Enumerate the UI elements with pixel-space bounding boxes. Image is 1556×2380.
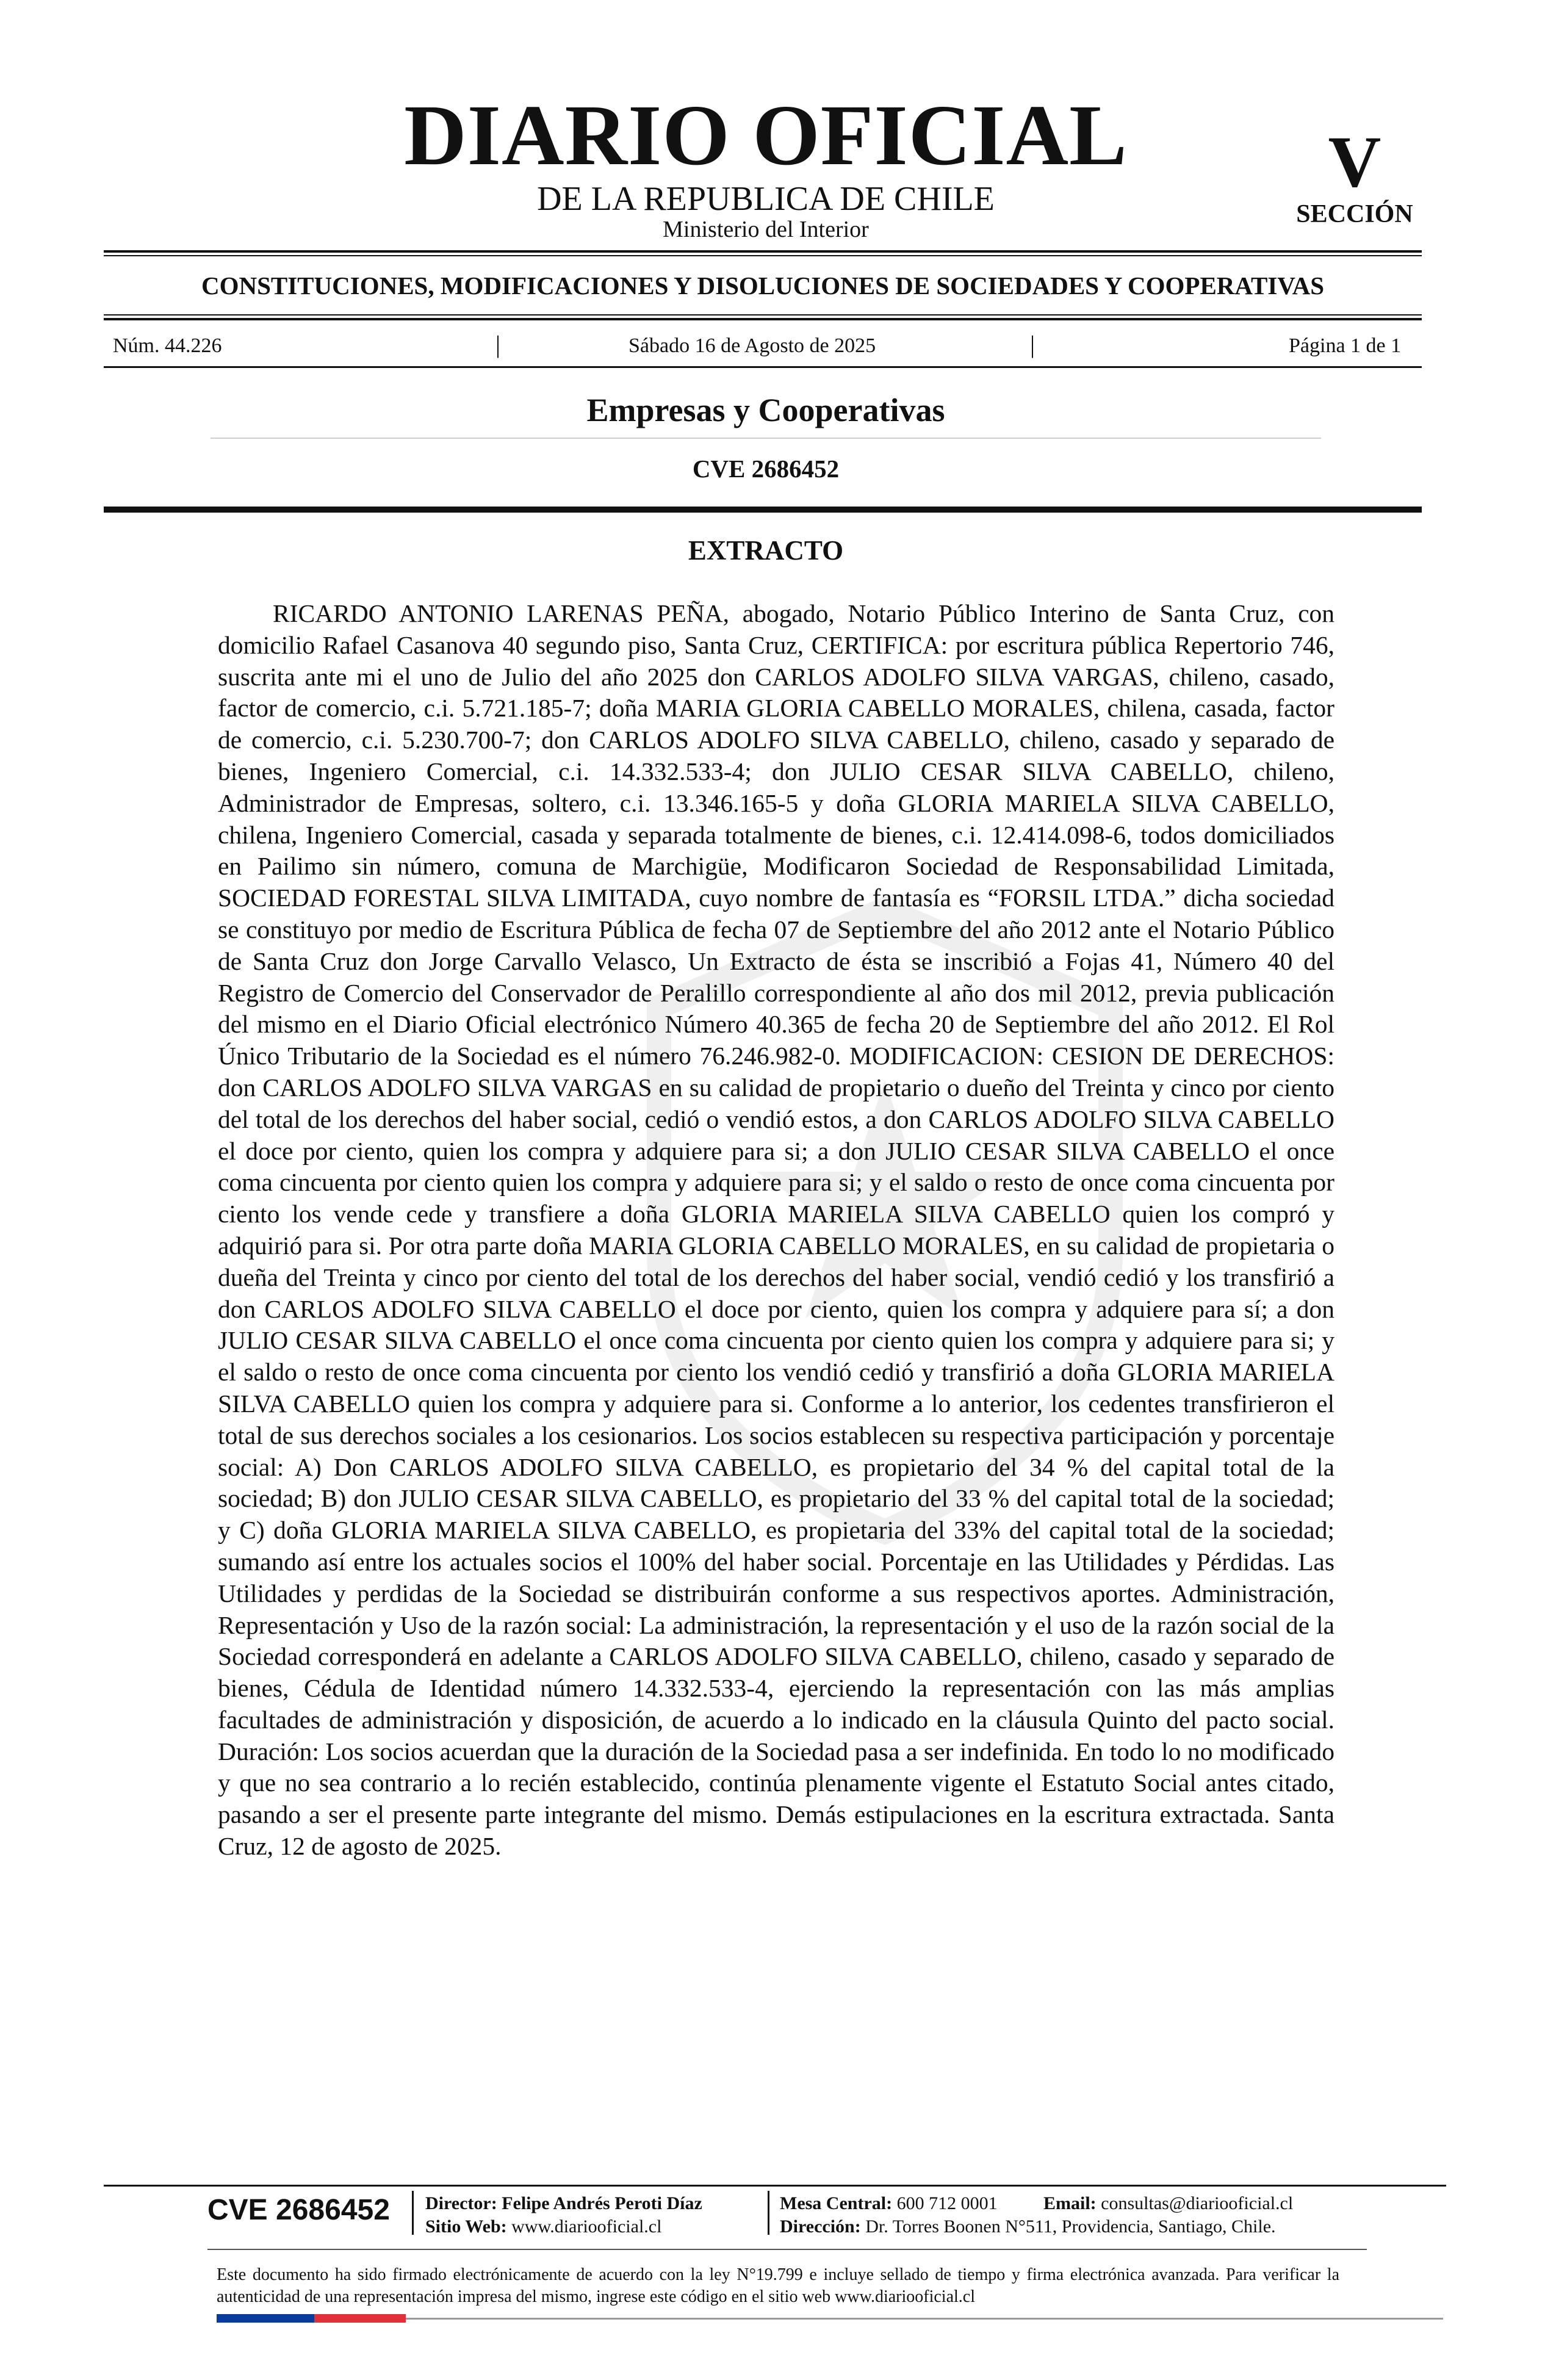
header-rule-mid: [104, 318, 1422, 320]
section-category: CONSTITUCIONES, MODIFICACIONES Y DISOLUCIONES DE SOCIEDADES Y COOPERATIVAS: [201, 272, 1325, 300]
footer-website: [425, 2215, 661, 2238]
footer-rule: [104, 2185, 1446, 2187]
director-label: Director:: [425, 2193, 497, 2213]
phone-label: Mesa Central:: [780, 2193, 893, 2213]
email-label: Email:: [1043, 2193, 1097, 2213]
ministry-label: Ministerio del Interior: [663, 217, 869, 242]
footer-phone: [780, 2192, 998, 2215]
website-link[interactable]: www.diariooficial.cl: [511, 2216, 662, 2237]
footer-divider: [768, 2191, 769, 2235]
section-name: Empresas y Cooperativas: [586, 392, 945, 428]
meta-separator: |: [495, 331, 501, 358]
footer-divider: [412, 2191, 414, 2235]
issue-date: Sábado 16 de Agosto de 2025: [629, 334, 876, 357]
flag-stripe-blue: [217, 2314, 314, 2323]
header-rule-top: [104, 250, 1422, 253]
newspaper-title: DIARIO OFICIAL: [404, 87, 1128, 183]
legal-notice: Este documento ha sido firmado electrónicamente de acuerdo con la ley N°19.799 e incluye sellado de tiempo y firma electrónica avanzada. Para verificar la autenticidad de una representación impresa del mismo, ingrese este código en el sitio web www.diariooficial.cl: [217, 2265, 1339, 2306]
meta-separator: |: [1030, 331, 1036, 358]
website-label: Sitio Web:: [425, 2216, 507, 2237]
newspaper-subtitle: DE LA REPUBLICA DE CHILE: [537, 180, 995, 218]
flag-stripe-red: [314, 2314, 406, 2323]
flag-stripe-line: [406, 2318, 1443, 2320]
page-indicator: Página 1 de 1: [1289, 334, 1402, 357]
header-rule-top-thin: [104, 255, 1422, 256]
footer-director: [425, 2192, 702, 2215]
footer-cve-code: CVE 2686452: [207, 2194, 390, 2226]
section-word: SECCIÓN: [1296, 200, 1413, 228]
address-value: Dr. Torres Boonen N°511, Providencia, Santiago, Chile.: [865, 2216, 1276, 2237]
issue-number: Núm. 44.226: [113, 334, 222, 357]
section-letter: V: [1328, 121, 1381, 202]
director-name: Felipe Andrés Peroti Díaz: [502, 2193, 702, 2213]
meta-rule: [104, 366, 1422, 368]
cve-code: CVE 2686452: [692, 455, 840, 483]
footer-address: [780, 2215, 1276, 2238]
header-rule-mid-thin: [104, 314, 1422, 316]
address-label: Dirección:: [780, 2216, 861, 2237]
phone-number: 600 712 0001: [896, 2193, 998, 2213]
extract-body: RICARDO ANTONIO LARENAS PEÑA, abogado, Notario Público Interino de Santa Cruz, con domicilio Rafael Casanova 40 segundo piso, Santa Cruz, CERTIFICA: por escritura pública Repertorio 746, suscrita ante mi el uno de Julio del año 2025 don CARLOS ADOLFO SILVA VARGAS, chileno, casado, factor de comercio, c.i. 5.721.185-7; doña MARIA GLORIA CABELLO MORALES, chilena, casada, factor de comercio, c.i. 5.230.700-7; don CARLOS ADOLFO SILVA CABELLO, chileno, casado y separado de bienes, Ingeniero Comercial, c.i. 14.332.533-4; don JULIO CESAR SILVA CABELLO, chileno, Administrador de Empresas, soltero, c.i. 13.346.165-5 y doña GLORIA MARIELA SILVA CABELLO, chilena, Ingeniero Comercial, casada y separada totalmente de bienes, c.i. 12.414.098-6, todos domiciliados en Pailimo sin número, comuna de Marchigüe, Modificaron Sociedad de Responsabilidad Limitada, SOCIEDAD FORESTAL SILVA LIMITADA, cuyo nombre de fantasía es “FORSIL LTDA.” dicha sociedad se constituyo por medio de Escritura Pública de fecha 07 de Septiembre del año 2012 ante el Notario Público de Santa Cruz don Jorge Carvallo Velasco, Un Extracto de ésta se inscribió a Fojas 41, Número 40 del Registro de Comercio del Conservador de Peralillo correspondiente al año dos mil 2012, previa publicación del mismo en el Diario Oficial electrónico Número 40.365 de fecha 20 de Septiembre del año 2012. El Rol Único Tributario de la Sociedad es el número 76.246.982-0. MODIFICACION: CESION DE DERECHOS: don CARLOS ADOLFO SILVA VARGAS en su calidad de propietario o dueño del Treinta y cinco por ciento del total de los derechos del haber social, cedió o vendió estos, a don CARLOS ADOLFO SILVA CABELLO el doce por ciento, quien los compra y adquiere para si; a don JULIO CESAR SILVA CABELLO el once coma cincuenta por ciento quien los compra y adquiere para si; y el saldo o resto de once coma cincuenta por ciento los vende cede y transfiere a doña GLORIA MARIELA SILVA CABELLO quien los compró y adquirió para si. Por otra parte doña MARIA GLORIA CABELLO MORALES, en su calidad de propietaria o dueña del Treinta y cinco por ciento del total de los derechos del haber social, vendió cedió y los transfirió a don CARLOS ADOLFO SILVA CABELLO el doce por ciento, quien los compra y adquiere para sí; a don JULIO CESAR SILVA CABELLO el once coma cincuenta por ciento quien los compra y adquiere para si; y el saldo o resto de once coma cincuenta por ciento los vendió cedió y transfirió a doña GLORIA MARIELA SILVA CABELLO quien los compra y adquiere para si. Conforme a lo anterior, los cedentes transfirieron el total de sus derechos sociales a los cesionarios. Los socios establecen su respectiva participación y porcentaje social: A) Don CARLOS ADOLFO SILVA CABELLO, es propietario del 34 % del capital total de la sociedad; B) don JULIO CESAR SILVA CABELLO, es propietario del 33 % del capital total de la sociedad; y C) doña GLORIA MARIELA SILVA CABELLO, es propietaria del 33% del capital total de la sociedad; sumando así entre los actuales socios el 100% del haber social. Porcentaje en las Utilidades y Pérdidas. Las Utilidades y perdidas de la Sociedad se distribuirán conforme a sus respectivos aportes. Administración, Representación y Uso de la razón social: La administración, la representación y el uso de la razón social de la Sociedad corresponderá en adelante a CARLOS ADOLFO SILVA CABELLO, chileno, casado y separado de bienes, Cédula de Identidad número 14.332.533-4, ejerciendo la representación con las más amplias facultades de administración y disposición, de acuerdo a lo indicado en la cláusula Quinto del pacto social. Duración: Los socios acuerdan que la duración de la Sociedad pasa a ser indefinida. En todo lo no modificado y que no sea contrario a lo recién establecido, continúa plenamente vigente el Estatuto Social antes citado, pasando a ser el presente parte integrante del mismo. Demás estipulaciones en la escritura extractada. Santa Cruz, 12 de agosto de 2025.: [218, 599, 1334, 1861]
thick-divider: [104, 507, 1422, 513]
footer-rule-2: [207, 2249, 1367, 2250]
section-divider: [211, 438, 1321, 439]
document-heading: EXTRACTO: [688, 535, 844, 566]
footer-email: [1043, 2192, 1293, 2215]
email-link[interactable]: consultas@diariooficial.cl: [1101, 2193, 1294, 2213]
